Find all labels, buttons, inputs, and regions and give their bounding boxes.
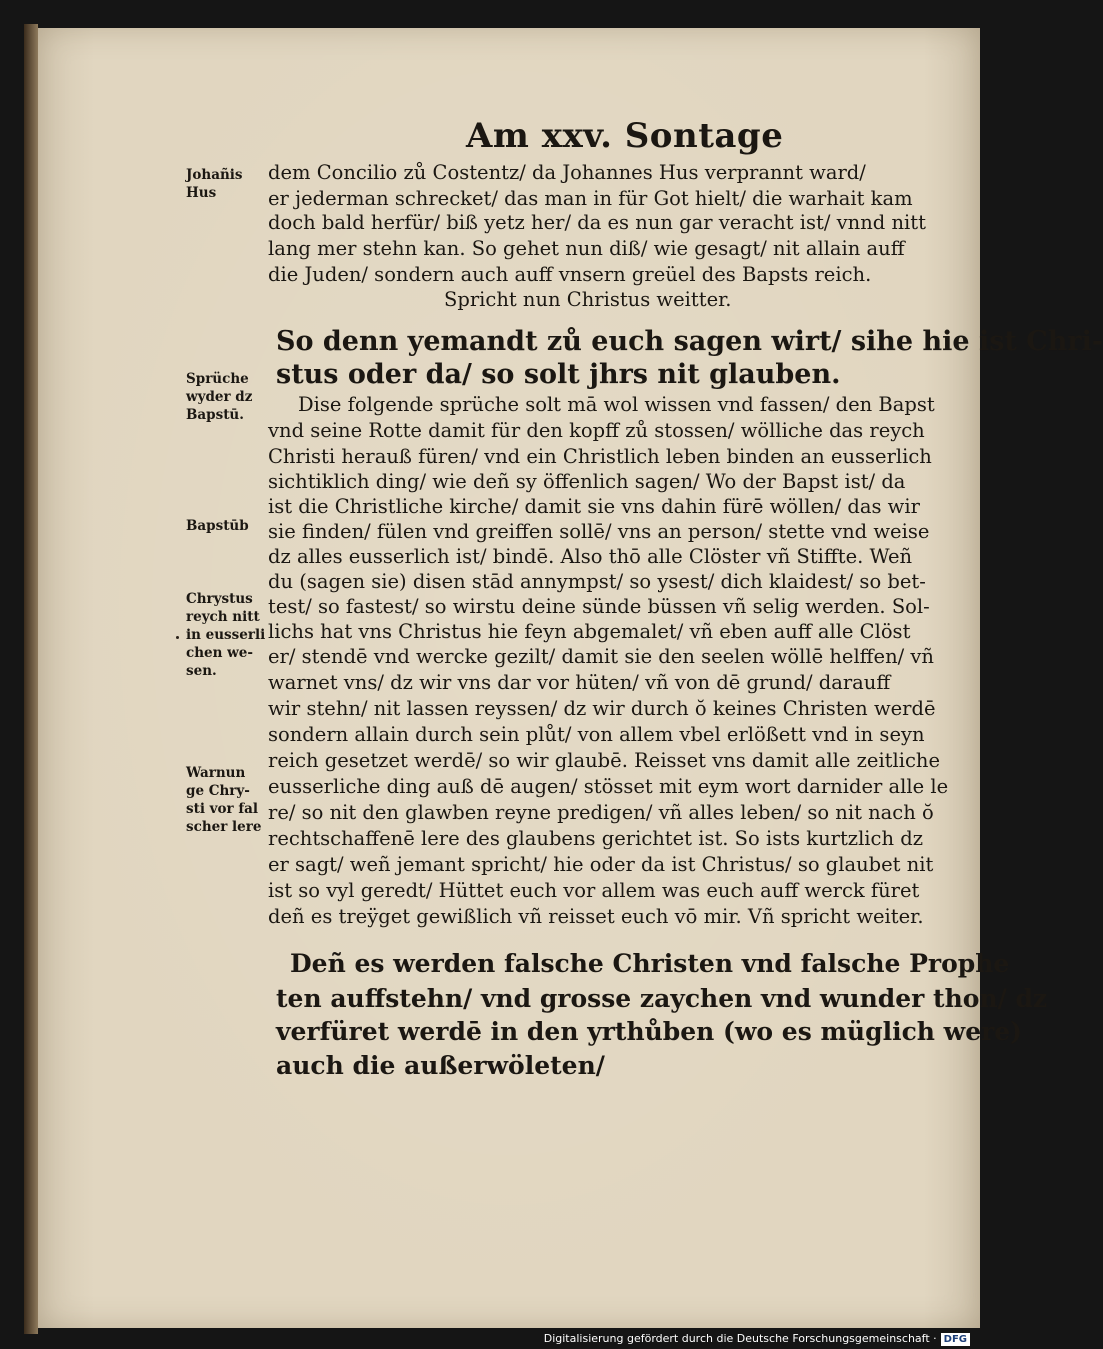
footer-text: Digitalisierung gefördert durch die Deutsche Forschungsgemeinschaft · (543, 1332, 937, 1345)
verse-line: ten auffstehn/ vnd grosse zaychen vnd wunder thon/ dz (276, 984, 1048, 1013)
marginal-note-line: Chrystus (186, 591, 253, 607)
text-line: vnd seine Rotte damit für den kopff zů stossen/ wölliche das reych (268, 419, 925, 442)
book-spine-edge (24, 24, 38, 1334)
marginal-note-line: scher lere (186, 819, 262, 835)
marginal-note (186, 370, 270, 424)
lead-verse-line: So denn yemandt zů euch sagen wirt/ sihe hie ist Chri- (276, 326, 1103, 357)
marginal-note-line: sti vor fal (186, 801, 259, 817)
marginal-note-line: in eusserli (186, 627, 266, 643)
ink-dot (176, 636, 179, 639)
footer-credit (544, 1332, 970, 1346)
text-line: ist die Christliche kirche/ damit sie vns dahin fürē wöllen/ das wir (268, 495, 920, 518)
text-line: sie finden/ fülen vnd greiffen sollē/ vns an person/ stette vnd weise (268, 520, 930, 543)
text-line: re/ so nit den glawben reyne predigen/ vñ alles leben/ so nit nach ŏ (268, 801, 934, 824)
text-line: test/ so fastest/ so wirstu deine sünde büssen vñ selig werden. Sol- (268, 595, 930, 618)
marginal-note (186, 764, 270, 836)
verse-line: verfüret werdē in den yrthůben (wo es müglich were) (276, 1017, 1023, 1046)
text-line: reich gesetzet werdē/ so wir glaubē. Reisset vns damit alle zeitliche (268, 749, 941, 772)
text-line: Dise folgende sprüche solt mā wol wissen vnd fassen/ den Bapst (298, 393, 935, 416)
marginal-note-line: Bapstū. (186, 407, 244, 423)
section-heading: Spricht nun Christus weitter. (444, 288, 732, 311)
dfg-logo: DFG (941, 1333, 970, 1346)
marginal-note-line: Bapstūb (186, 518, 249, 534)
text-line: deñ es treÿget gewißlich vñ reisset euch vō mir. Vñ spricht weiter. (268, 905, 924, 928)
text-line: ist so vyl geredt/ Hüttet euch vor allem was euch auff werck füret (268, 879, 920, 902)
text-line: die Juden/ sondern auch auff vnsern greüel des Bapsts reich. (268, 263, 872, 286)
text-line: sichtiklich ding/ wie deñ sy öffenlich sagen/ Wo der Bapst ist/ da (268, 470, 906, 493)
verse-line: auch die außerwöleten/ (276, 1051, 605, 1080)
text-line: lichs hat vns Christus hie feyn abgemalet/ vñ eben auff alle Clöst (268, 620, 911, 643)
text-line: er/ stendē vnd wercke gezilt/ damit sie den seelen wöllē helffen/ vñ (268, 645, 934, 668)
page-header: Am xxv. Sontage (466, 116, 784, 156)
marginal-note (186, 166, 270, 202)
text-line: sondern allain durch sein plůt/ von allem vbel erlößett vnd in seyn (268, 723, 925, 746)
text-line: er jederman schrecket/ das man in für Got hielt/ die warhait kam (268, 187, 913, 210)
marginal-note (186, 590, 270, 680)
text-line: Christi herauß füren/ vnd ein Christlich leben binden an eusserlich (268, 445, 932, 468)
text-line: wir stehn/ nit lassen reyssen/ dz wir durch ŏ keines Christen werdē (268, 697, 936, 720)
text-line: eusserliche ding auß dē augen/ stösset mit eym wort darnider alle le (268, 775, 949, 798)
text-line: dz alles eusserlich ist/ bindē. Also thō alle Clöster vñ Stiffte. Weñ (268, 545, 913, 568)
lead-verse-line: stus oder da/ so solt jhrs nit glauben. (276, 359, 841, 390)
text-line: rechtschaffenē lere des glaubens gerichtet ist. So ists kurtzlich dz (268, 827, 923, 850)
marginal-note-line: reych nitt (186, 609, 260, 625)
marginal-note-line: chen we- (186, 645, 253, 661)
marginal-note-line: ge Chry- (186, 783, 250, 799)
text-line: warnet vns/ dz wir vns dar vor hüten/ vñ von dē grund/ darauff (268, 671, 891, 694)
marginal-note-line: Johañis (186, 167, 243, 183)
text-line: doch bald herfür/ biß yetz her/ da es nun gar veracht ist/ vnnd nitt (268, 211, 926, 234)
text-line: dem Concilio zů Costentz/ da Johannes Hus verprannt ward/ (268, 161, 866, 184)
marginal-note-line: Sprüche (186, 371, 249, 387)
text-line: du (sagen sie) disen stād annympst/ so ysest/ dich klaidest/ so bet- (268, 570, 926, 593)
marginal-note (186, 517, 270, 535)
marginal-note-line: wyder dz (186, 389, 253, 405)
marginal-note-line: Warnun (186, 765, 246, 781)
text-line: lang mer stehn kan. So gehet nun diß/ wie gesagt/ nit allain auff (268, 237, 905, 260)
marginal-note-line: Hus (186, 185, 217, 201)
text-line: er sagt/ weñ jemant spricht/ hie oder da ist Christus/ so glaubet nit (268, 853, 934, 876)
verse-line: Deñ es werden falsche Christen vnd falsche Prophe (290, 949, 1010, 978)
marginal-note-line: sen. (186, 663, 217, 679)
